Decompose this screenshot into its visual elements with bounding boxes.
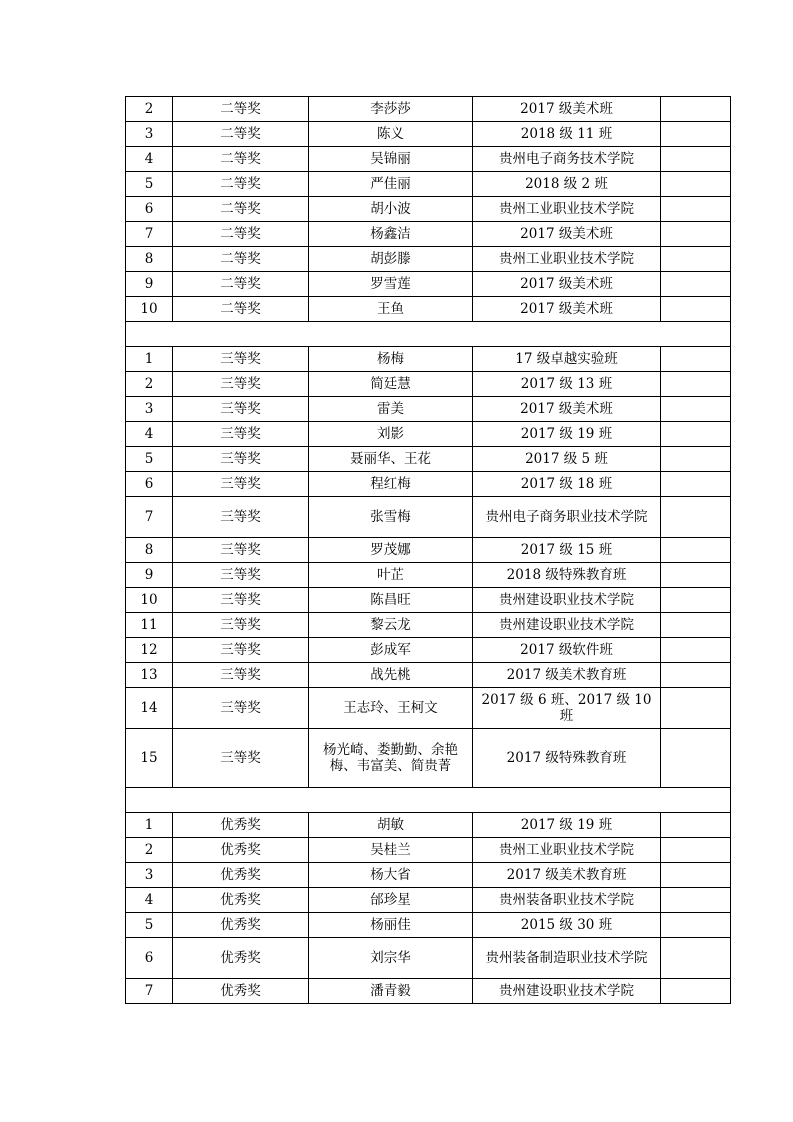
remarks-cell	[661, 497, 731, 538]
award-level-cell: 优秀奖	[173, 888, 309, 913]
table-row	[126, 122, 731, 147]
rank-cell: 11	[126, 613, 173, 638]
winner-name-cell: 张雪梅	[309, 497, 473, 538]
remarks-cell	[661, 729, 731, 788]
rank-cell: 1	[126, 347, 173, 372]
table-row	[126, 297, 731, 322]
remarks-cell	[661, 663, 731, 688]
table-row	[126, 913, 731, 938]
award-level-cell: 三等奖	[173, 663, 309, 688]
award-level-cell: 二等奖	[173, 222, 309, 247]
rank-cell: 6	[126, 938, 173, 979]
award-level-cell: 三等奖	[173, 497, 309, 538]
class-or-school-cell: 2018 级特殊教育班	[473, 563, 661, 588]
table-row	[126, 172, 731, 197]
table-row	[126, 497, 731, 538]
rank-cell: 4	[126, 422, 173, 447]
class-or-school-cell: 2017 级美术班	[473, 397, 661, 422]
table-row	[126, 147, 731, 172]
award-level-cell: 优秀奖	[173, 913, 309, 938]
table-row	[126, 538, 731, 563]
award-level-cell: 三等奖	[173, 563, 309, 588]
remarks-cell	[661, 863, 731, 888]
winner-name-cell: 刘影	[309, 422, 473, 447]
award-level-cell: 优秀奖	[173, 838, 309, 863]
class-or-school-cell: 贵州电子商务职业技术学院	[473, 497, 661, 538]
rank-cell: 3	[126, 122, 173, 147]
rank-cell: 4	[126, 147, 173, 172]
table-row	[126, 347, 731, 372]
winner-name-cell: 吴锦丽	[309, 147, 473, 172]
class-or-school-cell: 贵州电子商务技术学院	[473, 147, 661, 172]
table-row	[126, 247, 731, 272]
class-or-school-cell: 贵州工业职业技术学院	[473, 838, 661, 863]
class-or-school-cell: 2017 级特殊教育班	[473, 729, 661, 788]
award-level-cell: 三等奖	[173, 688, 309, 729]
winner-name-cell: 胡敏	[309, 813, 473, 838]
award-level-cell: 二等奖	[173, 122, 309, 147]
class-or-school-cell: 2017 级 15 班	[473, 538, 661, 563]
winner-name-cell: 李莎莎	[309, 97, 473, 122]
rank-cell: 5	[126, 172, 173, 197]
table-row	[126, 222, 731, 247]
table-row	[126, 588, 731, 613]
winner-name-cell: 战先桃	[309, 663, 473, 688]
class-or-school-cell: 2015 级 30 班	[473, 913, 661, 938]
award-level-cell: 三等奖	[173, 397, 309, 422]
winner-name-cell: 程红梅	[309, 472, 473, 497]
award-level-cell: 二等奖	[173, 147, 309, 172]
rank-cell: 6	[126, 197, 173, 222]
table-row	[126, 613, 731, 638]
remarks-cell	[661, 147, 731, 172]
remarks-cell	[661, 813, 731, 838]
award-level-cell: 三等奖	[173, 372, 309, 397]
class-or-school-cell: 2017 级 18 班	[473, 472, 661, 497]
table-row	[126, 272, 731, 297]
winner-name-cell: 陈昌旺	[309, 588, 473, 613]
table-row	[126, 888, 731, 913]
class-or-school-cell: 2017 级 19 班	[473, 813, 661, 838]
rank-cell: 2	[126, 97, 173, 122]
rank-cell: 3	[126, 397, 173, 422]
winner-name-cell: 杨光崎、娄勤勤、余艳梅、韦富美、简贵菁	[309, 729, 473, 788]
rank-cell: 10	[126, 297, 173, 322]
winner-name-cell: 杨丽佳	[309, 913, 473, 938]
table-row	[126, 663, 731, 688]
rank-cell: 9	[126, 563, 173, 588]
remarks-cell	[661, 838, 731, 863]
winner-name-cell: 邰珍星	[309, 888, 473, 913]
award-level-cell: 三等奖	[173, 422, 309, 447]
class-or-school-cell: 2018 级 2 班	[473, 172, 661, 197]
table-row	[126, 472, 731, 497]
class-or-school-cell: 17 级卓越实验班	[473, 347, 661, 372]
table-row	[126, 638, 731, 663]
group-separator-row	[126, 788, 731, 813]
awards-table	[125, 96, 731, 1004]
class-or-school-cell: 贵州建设职业技术学院	[473, 979, 661, 1004]
table-row	[126, 838, 731, 863]
award-level-cell: 优秀奖	[173, 979, 309, 1004]
winner-name-cell: 严佳丽	[309, 172, 473, 197]
remarks-cell	[661, 938, 731, 979]
table-row	[126, 938, 731, 979]
class-or-school-cell: 贵州工业职业技术学院	[473, 197, 661, 222]
rank-cell: 7	[126, 979, 173, 1004]
class-or-school-cell: 2017 级美术班	[473, 297, 661, 322]
award-level-cell: 三等奖	[173, 538, 309, 563]
remarks-cell	[661, 422, 731, 447]
table-row	[126, 197, 731, 222]
remarks-cell	[661, 247, 731, 272]
rank-cell: 2	[126, 838, 173, 863]
rank-cell: 13	[126, 663, 173, 688]
rank-cell: 9	[126, 272, 173, 297]
class-or-school-cell: 2017 级 19 班	[473, 422, 661, 447]
winner-name-cell: 杨梅	[309, 347, 473, 372]
remarks-cell	[661, 397, 731, 422]
winner-name-cell: 王鱼	[309, 297, 473, 322]
winner-name-cell: 简廷慧	[309, 372, 473, 397]
table-row	[126, 979, 731, 1004]
remarks-cell	[661, 272, 731, 297]
remarks-cell	[661, 538, 731, 563]
awards-table-body	[126, 97, 731, 1004]
class-or-school-cell: 贵州建设职业技术学院	[473, 588, 661, 613]
table-row	[126, 729, 731, 788]
award-level-cell: 优秀奖	[173, 938, 309, 979]
rank-cell: 6	[126, 472, 173, 497]
award-level-cell: 三等奖	[173, 472, 309, 497]
rank-cell: 4	[126, 888, 173, 913]
winner-name-cell: 胡彭滕	[309, 247, 473, 272]
table-row	[126, 563, 731, 588]
winner-name-cell: 潘青毅	[309, 979, 473, 1004]
award-level-cell: 三等奖	[173, 613, 309, 638]
class-or-school-cell: 贵州工业职业技术学院	[473, 247, 661, 272]
remarks-cell	[661, 372, 731, 397]
remarks-cell	[661, 472, 731, 497]
winner-name-cell: 吴桂兰	[309, 838, 473, 863]
award-level-cell: 二等奖	[173, 297, 309, 322]
separator-cell	[126, 788, 731, 813]
award-level-cell: 二等奖	[173, 197, 309, 222]
winner-name-cell: 王志玲、王柯文	[309, 688, 473, 729]
remarks-cell	[661, 122, 731, 147]
remarks-cell	[661, 888, 731, 913]
winner-name-cell: 叶芷	[309, 563, 473, 588]
winner-name-cell: 胡小波	[309, 197, 473, 222]
winner-name-cell: 罗茂娜	[309, 538, 473, 563]
rank-cell: 2	[126, 372, 173, 397]
award-level-cell: 三等奖	[173, 729, 309, 788]
remarks-cell	[661, 913, 731, 938]
table-row	[126, 422, 731, 447]
table-row	[126, 397, 731, 422]
remarks-cell	[661, 979, 731, 1004]
remarks-cell	[661, 297, 731, 322]
class-or-school-cell: 贵州装备职业技术学院	[473, 888, 661, 913]
remarks-cell	[661, 638, 731, 663]
rank-cell: 1	[126, 813, 173, 838]
table-row	[126, 813, 731, 838]
award-level-cell: 三等奖	[173, 588, 309, 613]
rank-cell: 7	[126, 497, 173, 538]
remarks-cell	[661, 222, 731, 247]
award-level-cell: 二等奖	[173, 172, 309, 197]
separator-cell	[126, 322, 731, 347]
class-or-school-cell: 2017 级 6 班、2017 级 10 班	[473, 688, 661, 729]
table-row	[126, 372, 731, 397]
remarks-cell	[661, 172, 731, 197]
rank-cell: 12	[126, 638, 173, 663]
class-or-school-cell: 2017 级 5 班	[473, 447, 661, 472]
winner-name-cell: 黎云龙	[309, 613, 473, 638]
award-level-cell: 三等奖	[173, 638, 309, 663]
table-row	[126, 688, 731, 729]
rank-cell: 14	[126, 688, 173, 729]
winner-name-cell: 杨大省	[309, 863, 473, 888]
class-or-school-cell: 2017 级 13 班	[473, 372, 661, 397]
award-level-cell: 二等奖	[173, 272, 309, 297]
rank-cell: 7	[126, 222, 173, 247]
table-row	[126, 97, 731, 122]
award-level-cell: 三等奖	[173, 347, 309, 372]
award-level-cell: 优秀奖	[173, 863, 309, 888]
class-or-school-cell: 2017 级美术班	[473, 97, 661, 122]
rank-cell: 3	[126, 863, 173, 888]
award-level-cell: 二等奖	[173, 247, 309, 272]
remarks-cell	[661, 688, 731, 729]
remarks-cell	[661, 588, 731, 613]
remarks-cell	[661, 97, 731, 122]
remarks-cell	[661, 347, 731, 372]
table-row	[126, 863, 731, 888]
rank-cell: 8	[126, 538, 173, 563]
group-separator-row	[126, 322, 731, 347]
class-or-school-cell: 2017 级美术班	[473, 272, 661, 297]
award-level-cell: 二等奖	[173, 97, 309, 122]
rank-cell: 15	[126, 729, 173, 788]
rank-cell: 5	[126, 913, 173, 938]
winner-name-cell: 刘宗华	[309, 938, 473, 979]
rank-cell: 10	[126, 588, 173, 613]
class-or-school-cell: 2017 级美术教育班	[473, 663, 661, 688]
winner-name-cell: 雷美	[309, 397, 473, 422]
class-or-school-cell: 贵州装备制造职业技术学院	[473, 938, 661, 979]
remarks-cell	[661, 613, 731, 638]
table-row	[126, 447, 731, 472]
award-level-cell: 三等奖	[173, 447, 309, 472]
award-level-cell: 优秀奖	[173, 813, 309, 838]
class-or-school-cell: 2018 级 11 班	[473, 122, 661, 147]
remarks-cell	[661, 447, 731, 472]
class-or-school-cell: 贵州建设职业技术学院	[473, 613, 661, 638]
class-or-school-cell: 2017 级美术班	[473, 222, 661, 247]
winner-name-cell: 杨鑫洁	[309, 222, 473, 247]
class-or-school-cell: 2017 级美术教育班	[473, 863, 661, 888]
remarks-cell	[661, 563, 731, 588]
rank-cell: 8	[126, 247, 173, 272]
winner-name-cell: 彭成军	[309, 638, 473, 663]
winner-name-cell: 罗雪莲	[309, 272, 473, 297]
rank-cell: 5	[126, 447, 173, 472]
winner-name-cell: 聂丽华、王花	[309, 447, 473, 472]
remarks-cell	[661, 197, 731, 222]
class-or-school-cell: 2017 级软件班	[473, 638, 661, 663]
winner-name-cell: 陈义	[309, 122, 473, 147]
